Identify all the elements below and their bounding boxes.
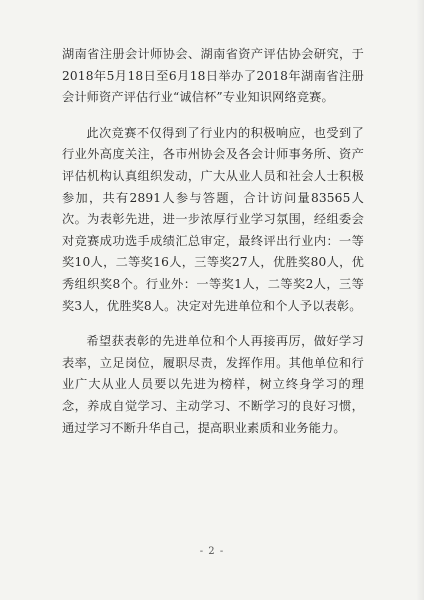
paragraph-results: 此次竞赛不仅得到了行业内的积极响应，也受到了行业外高度关注，各市州协会及各会计师事务所、资产评估机构认真组织发动，广大从业人员和社会人士积极参加，共有2891人参与答题，合计访问量83565人次。为表彰先进，进一步浓厚行业学习氛围，经组委会对竞赛成功选手成绩汇总审定，最终评出行业内：一等奖10人，二等奖16人，三等奖27人，优胜奖80人，优秀组织奖8个。行业外：一等奖1人，二等奖2人，三等奖3人，优胜奖8人。决定对先进单位和个人予以表彰。 (62, 125, 364, 313)
page-number: - 2 - (199, 546, 225, 557)
paragraph-closing: 希望获表彰的先进单位和个人再接再厉，做好学习表率，立足岗位，履职尽责，发挥作用。其他单位和行业广大从业人员要以先进为榜样，树立终身学习的理念，养成自觉学习、主动学习、不断学习的良好习惯，通过学习不断升华自己，提高职业素质和业务能力。 (62, 334, 364, 435)
document-body (62, 44, 364, 453)
page-edge-shadow (416, 0, 424, 600)
paragraph-intro: 湖南省注册会计师协会、湖南省资产评估协会研究，于2018年5月18日至6月18日举办了2018年湖南省注册会计师资产评估行业“诚信杯”专业知识网络竞赛。 (62, 47, 364, 105)
